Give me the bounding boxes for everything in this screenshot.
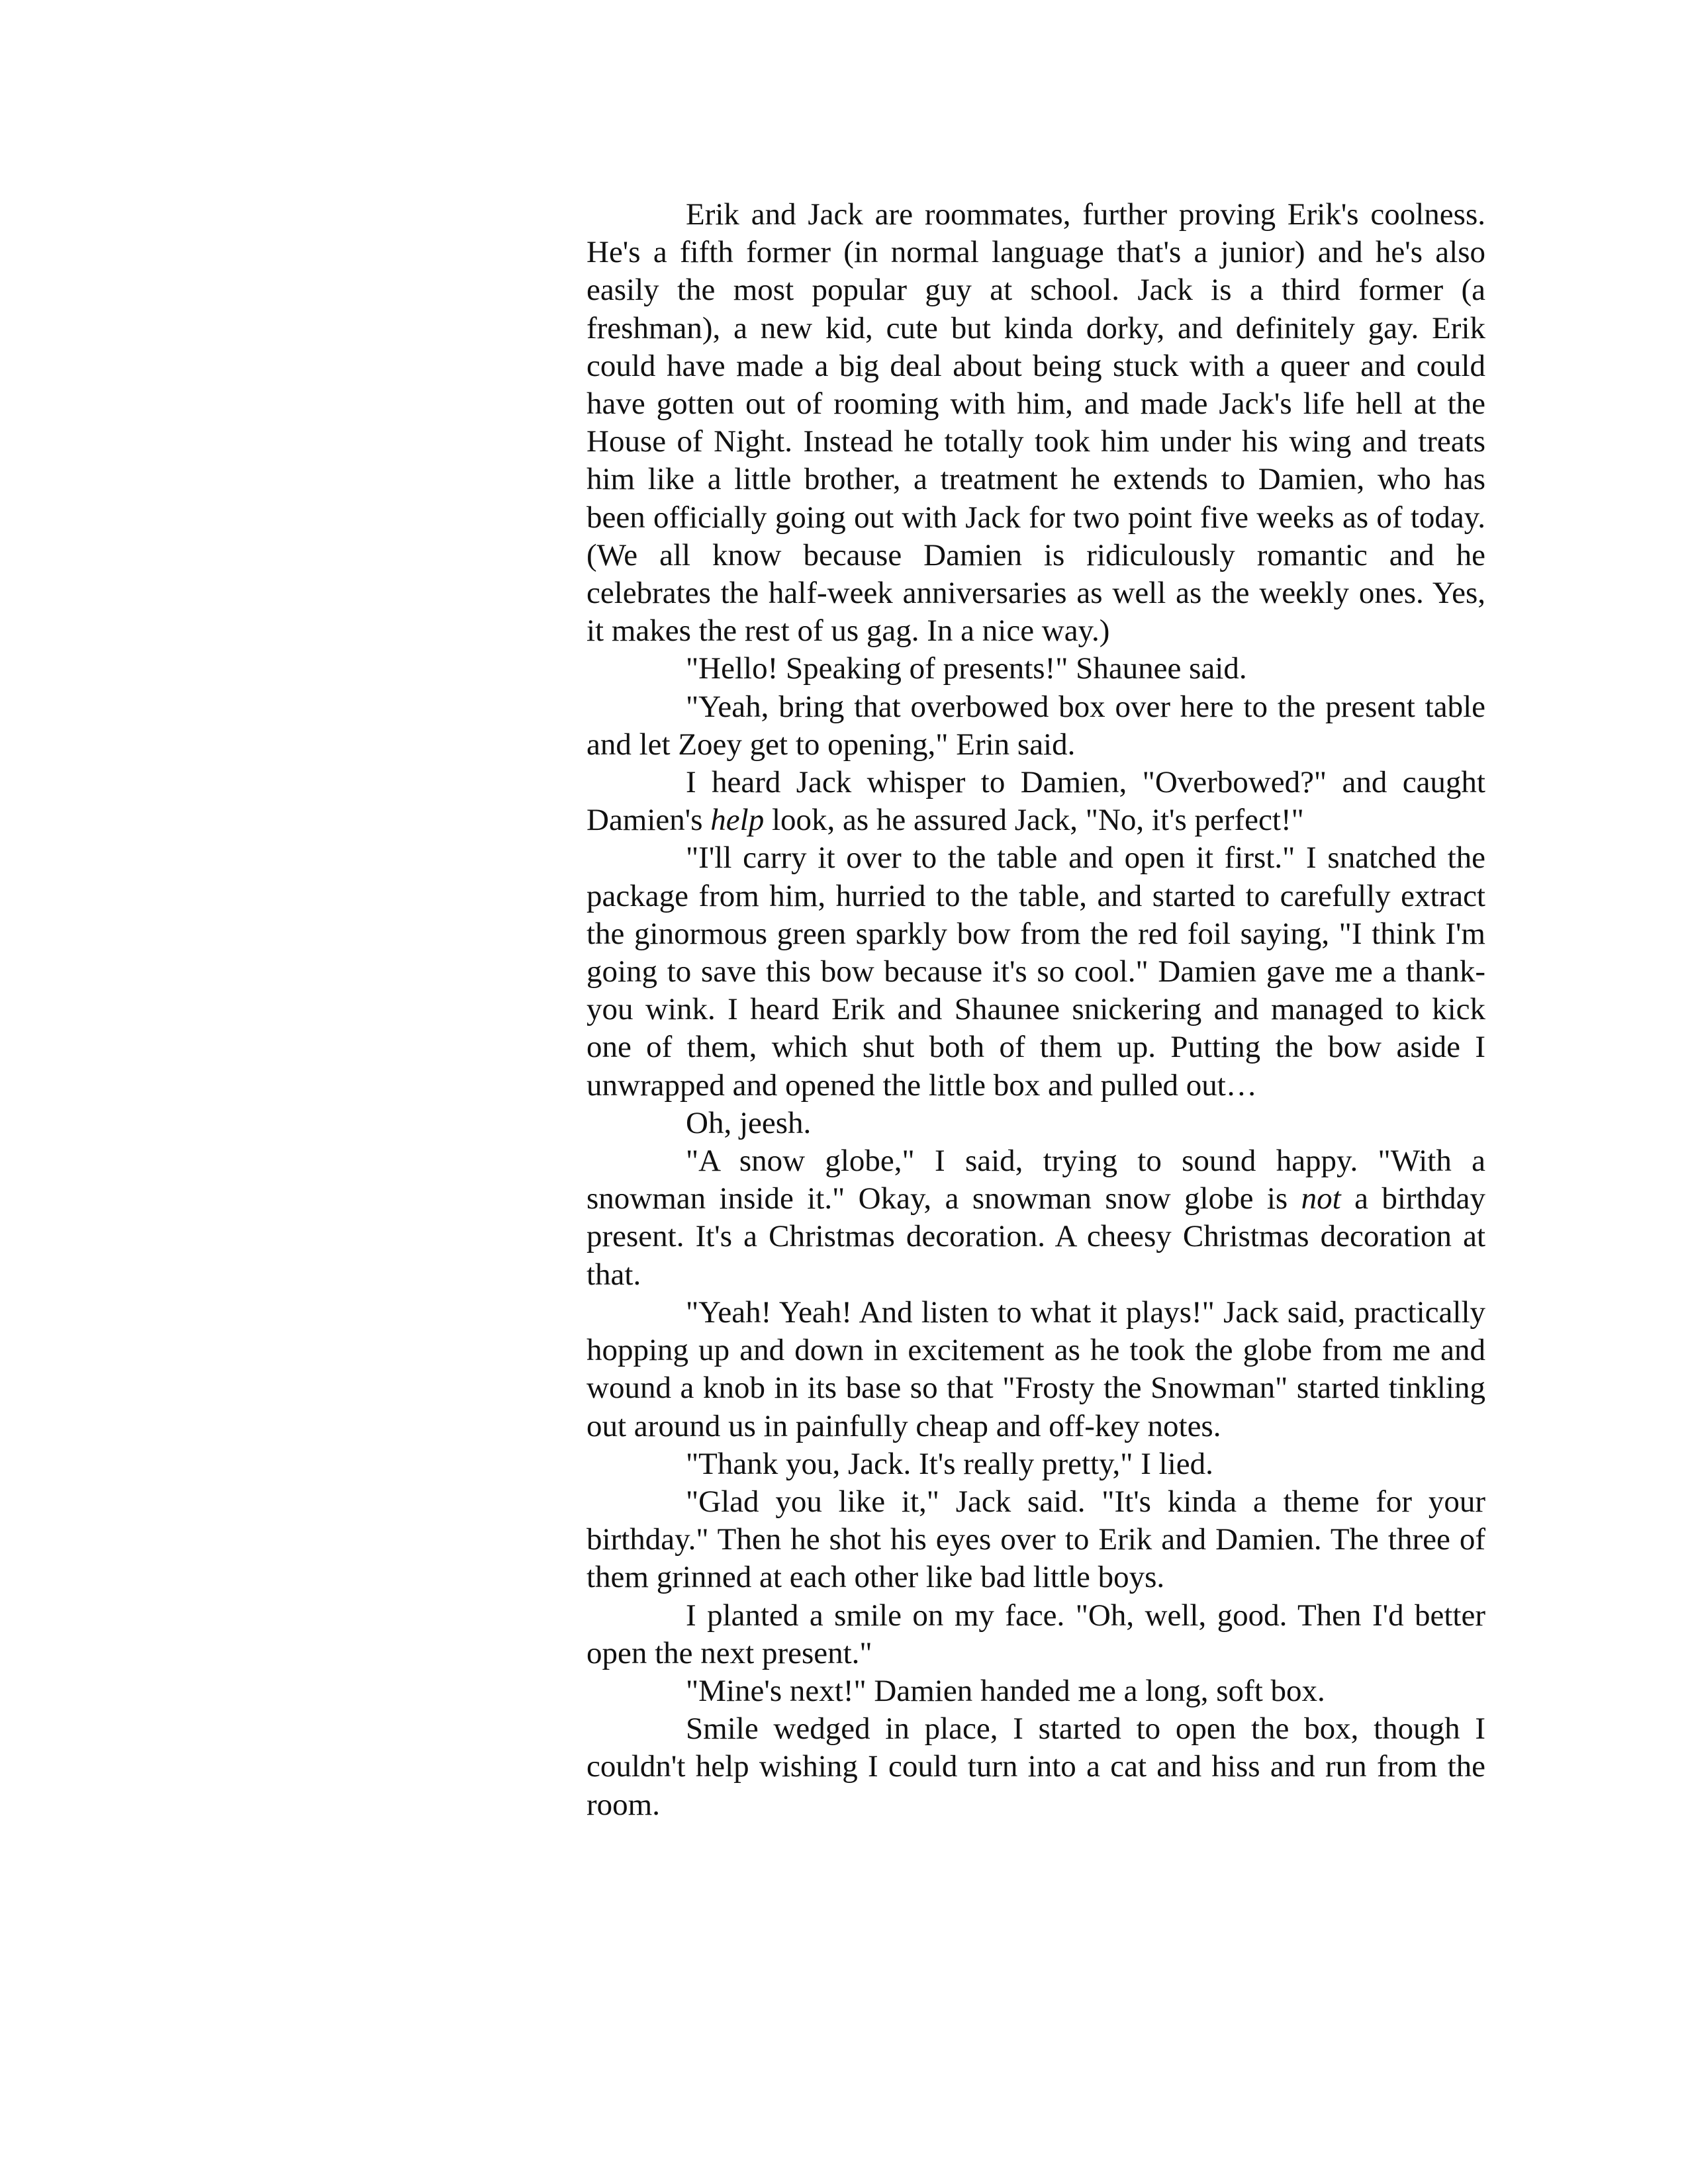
paragraph <box>586 764 1485 839</box>
paragraph-text: look, as he assured Jack, "No, it's perfect!" <box>764 803 1304 838</box>
paragraph-text: "A snow globe," I said, trying to sound happy. "With a snowman inside it." Okay, a snowman snow globe is <box>586 1144 1485 1216</box>
paragraph: I planted a smile on my face. "Oh, well, good. Then I'd better open the next present." <box>586 1598 1485 1670</box>
paragraph-text: a birthday present. It's a Christmas decoration. A cheesy Christmas decoration at that. <box>586 1181 1486 1292</box>
body-text <box>586 196 1485 1824</box>
paragraph: "Hello! Speaking of presents!" Shaunee said. <box>686 651 1247 686</box>
paragraph: Smile wedged in place, I started to open the box, though I couldn't help wishing I could turn into a cat and hiss and run from the room. <box>586 1711 1485 1822</box>
paragraph: "Mine's next!" Damien handed me a long, soft box. <box>686 1673 1325 1708</box>
paragraph <box>586 1142 1485 1294</box>
paragraph: "Thank you, Jack. It's really pretty," I lied. <box>686 1446 1213 1481</box>
emphasis-text: not <box>1301 1181 1341 1216</box>
emphasis-text: help <box>710 803 765 838</box>
paragraph: Oh, jeesh. <box>686 1105 812 1140</box>
paragraph: "I'll carry it over to the table and open it first." I snatched the package from him, hurried to the table, and started to carefully extract the ginormous green sparkly bow from the red foil saying, "I think I'm going to save this bow because it's so cool." Damien gave me a thank-you wink. I heard Erik and Shaunee snickering and managed to kick one of them, which shut both of them up. Putting the bow aside I unwrapped and opened the little box and pulled out… <box>586 841 1485 1103</box>
paragraph-text: I heard Jack whisper to Damien, "Overbowed?" and caught Damien's <box>586 765 1485 838</box>
paragraph: "Yeah, bring that overbowed box over here to the present table and let Zoey get to opening," Erin said. <box>586 689 1485 762</box>
paragraph: "Yeah! Yeah! And listen to what it plays!" Jack said, practically hopping up and down in excitement as he took the globe from me and wound a knob in its base so that "Frosty the Snowman" started tinkling out around us in painfully cheap and off-key notes. <box>586 1295 1485 1443</box>
paragraph: "Glad you like it," Jack said. "It's kinda a theme for your birthday." Then he shot his eyes over to Erik and Damien. The three of them grinned at each other like bad little boys. <box>586 1484 1485 1595</box>
paragraph: Erik and Jack are roommates, further proving Erik's coolness. He's a fifth former (in normal language that's a junior) and he's also easily the most popular guy at school. Jack is a third former (a freshman), a new kid, cute but kinda dorky, and definitely gay. Erik could have made a big deal about being stuck with a queer and could have gotten out of rooming with him, and made Jack's life hell at the House of Night. Instead he totally took him under his wing and treats him like a little brother, a treatment he extends to Damien, who has been officially going out with Jack for two point five weeks as of today. (We all know because Damien is ridiculously romantic and he celebrates the half-week anniversaries as well as the weekly ones. Yes, it makes the rest of us gag. In a nice way.) <box>586 197 1485 649</box>
